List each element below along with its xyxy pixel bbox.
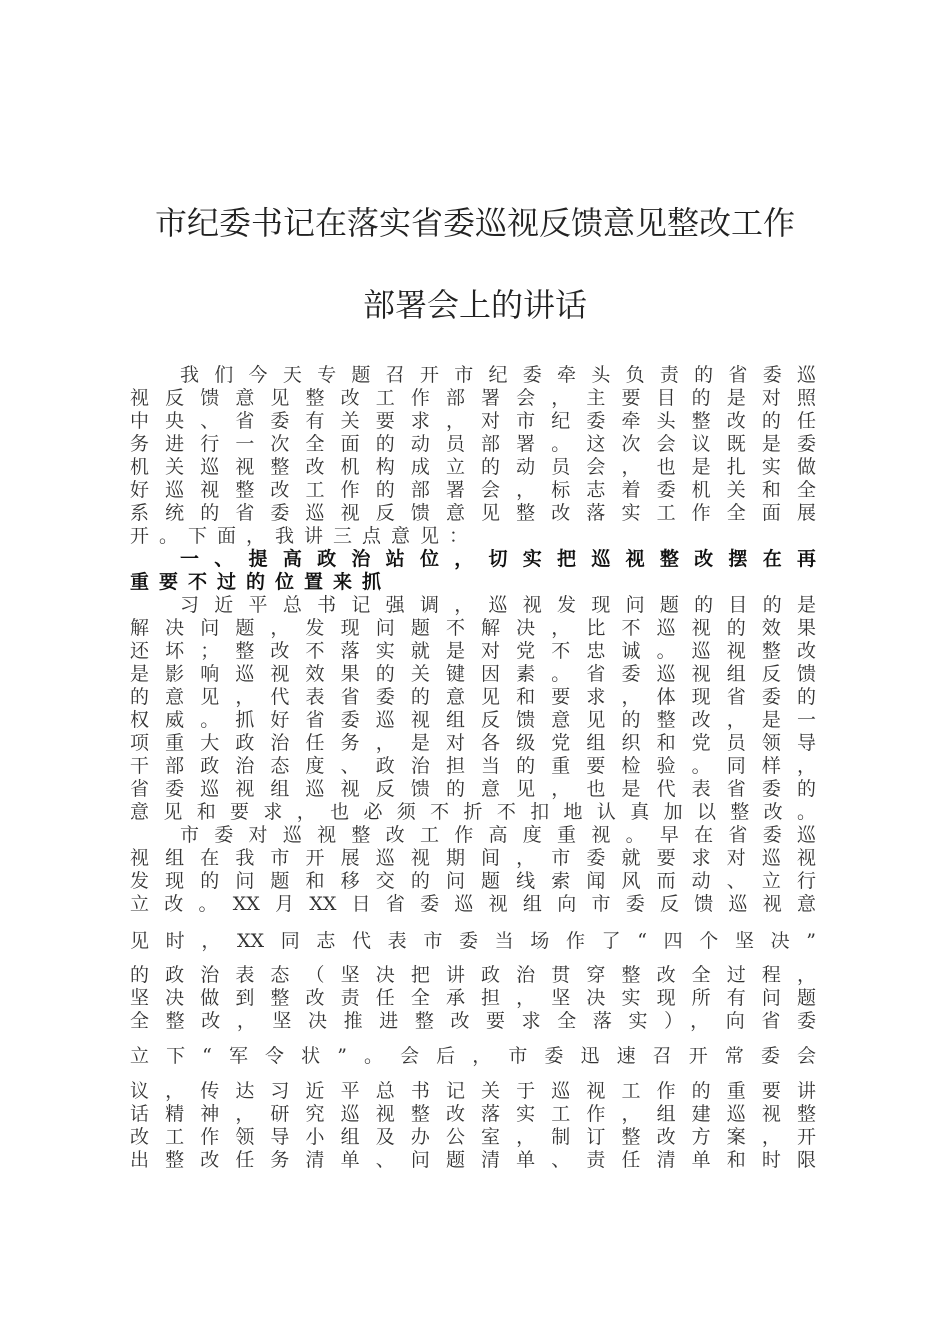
body-line: 务进行一次全面的动员部署。这次会议既是委: [130, 433, 816, 455]
body-line: 话精神，研究巡视整改落实工作，组建巡视整: [130, 1103, 816, 1125]
document-title-line-2: 部署会上的讲话: [362, 286, 587, 324]
body-line: 议，传达习近平总书记关于巡视工作的重要讲: [130, 1080, 816, 1102]
document-title-line-1: 市纪委书记在落实省委巡视反馈意见整改工作: [154, 204, 795, 242]
body-line: 坚决做到整改责任全承担，坚决实现所有问题: [130, 987, 816, 1009]
body-line: 干部政治态度、政治担当的重要检验。同样，: [130, 755, 816, 777]
body-line: 开。下面，我讲三点意见：: [130, 525, 479, 547]
body-line: 习近平总书记强调，巡视发现问题的目的是: [180, 594, 816, 616]
body-line: 是影响巡视效果的关键因素。省委巡视组反馈: [130, 663, 816, 685]
body-line: 出整改任务清单、问题清单、责任清单和时限: [130, 1149, 816, 1171]
body-line: 我们今天专题召开市纪委牵头负责的省委巡: [180, 364, 816, 386]
body-line: 中央、省委有关要求，对市纪委牵头整改的任: [130, 410, 816, 432]
body-line: 项重大政治任务，是对各级党组织和党员领导: [130, 732, 816, 754]
body-line: 解决问题，发现问题不解决，比不巡视的效果: [130, 617, 816, 639]
body-line: 的意见，代表省委的意见和要求，体现省委的: [130, 686, 816, 708]
body-line: 省委巡视组巡视反馈的意见，也是代表省委的: [130, 778, 816, 800]
body-line: 市委对巡视整改工作高度重视。早在省委巡: [180, 824, 816, 846]
body-line: 全整改，坚决推进整改要求全落实），向省委: [130, 1010, 816, 1032]
section-heading-line: 一、提高政治站位，切实把巡视整改摆在再: [180, 548, 816, 570]
body-line: 立下“军令状”。会后，市委迅速召开常委会: [130, 1045, 816, 1067]
body-line: 系统的省委巡视反馈意见整改落实工作全面展: [130, 502, 816, 524]
body-line: 好巡视整改工作的部署会，标志着委机关和全: [130, 479, 816, 501]
body-line: 视反馈意见整改工作部署会，主要目的是对照: [130, 387, 816, 409]
body-line: 机关巡视整改机构成立的动员会，也是扎实做: [130, 456, 816, 478]
body-line: 改工作领导小组及办公室，制订整改方案，开: [130, 1126, 816, 1148]
body-line: 见时，XX同志代表市委当场作了“四个坚决”: [130, 930, 816, 952]
body-line: 立改。XX月XX日省委巡视组向市委反馈巡视意: [130, 893, 816, 915]
body-line: 权威。抓好省委巡视组反馈意见的整改，是一: [130, 709, 816, 731]
body-line: 意见和要求，也必须不折不扣地认真加以整改。: [130, 801, 816, 823]
section-heading-line: 重要不过的位置来抓: [130, 571, 392, 593]
body-line: 的政治表态（坚决把讲政治贯穿整改全过程，: [130, 964, 816, 986]
body-line: 视组在我市开展巡视期间，市委就要求对巡视: [130, 847, 816, 869]
body-line: 发现的问题和移交的问题线索闻风而动、立行: [130, 870, 816, 892]
body-line: 还坏；整改不落实就是对党不忠诚。巡视整改: [130, 640, 816, 662]
